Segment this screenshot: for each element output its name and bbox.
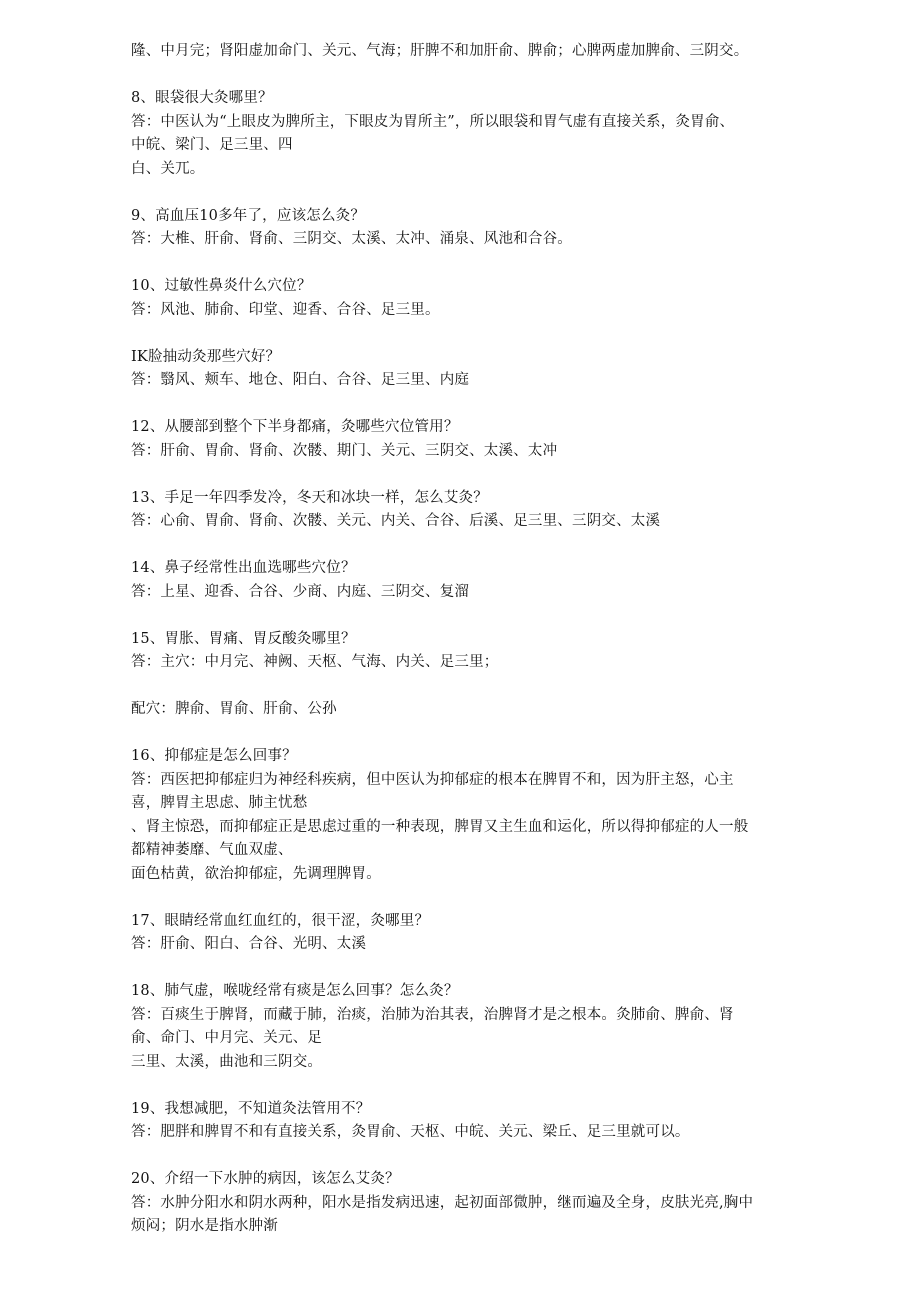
text-line: 答：翳风、颊车、地仓、阳白、合谷、足三里、内庭: [131, 372, 470, 388]
text-line: 16、抑郁症是怎么回事？: [131, 748, 297, 764]
paragraph-gap: [131, 181, 795, 205]
paragraph-gap: [131, 322, 795, 346]
text-line: 8、眼袋很大灸哪里？: [131, 90, 273, 106]
text-line: 答：百痰生于脾肾，而藏于肺，治痰，治肺为治其表，治脾肾才是之根本。灸肺俞、脾俞、肾: [131, 1006, 734, 1023]
text-line: 12、从腰部到整个下半身都痛，灸哪些穴位管用？: [131, 419, 459, 435]
text-line: 、肾主惊恐，而抑郁症正是思虑过重的一种表现，脾胃又主生血和运化，所以得抑郁症的人一般: [131, 818, 749, 835]
text-line: 答：肝俞、胃俞、肾俞、次髅、期门、关元、三阴交、太溪、太冲: [131, 442, 558, 459]
text-line: 20、介绍一下水肿的病因，该怎么艾灸？: [131, 1171, 400, 1187]
paragraph-gap: [131, 957, 795, 981]
text-line: 烦闷；阴水是指水肿渐: [131, 1218, 278, 1234]
text-line: 面色枯黄，欲治抑郁症，先调理脾胃。: [131, 865, 381, 882]
paragraph-gap: [131, 64, 795, 88]
paragraph-gap: [131, 252, 795, 276]
text-line: 答：上星、迎香、合谷、少商、内庭、三阴交、复溜: [131, 583, 470, 600]
text-line: 答：主穴：中月完、神阙、天枢、气海、内关、足三里；: [131, 654, 499, 670]
text-line: 喜，脾胃主思虑、肺主忧愁: [131, 795, 308, 811]
paragraph-gap: [131, 1145, 795, 1169]
text-line: 答：中医认为“上眼皮为脾所主，下眼皮为胃所主”，所以眼袋和胃气虚有直接关系，灸胃俞、: [131, 113, 735, 130]
document-body: [131, 40, 795, 1239]
text-line: 19、我想减肥，不知道灸法管用不？: [131, 1100, 371, 1117]
text-line: 答：西医把抑郁症归为神经科疾病，但中医认为抑郁症的根本在脾胃不和，因为肝主怒，心主: [131, 771, 734, 788]
text-line: 中皖、梁门、足三里、四: [131, 137, 293, 153]
text-line: 都精神萎靡、气血双虚、: [131, 842, 293, 858]
paragraph-gap: [131, 722, 795, 746]
text-line: 答：风池、肺俞、印堂、迎香、合谷、足三里。: [131, 301, 440, 318]
paragraph-gap: [131, 675, 795, 699]
text-line: 俞、命门、中月完、关元、足: [131, 1030, 323, 1046]
text-line: 隆、中月完；肾阳虚加命门、关元、气海；肝脾不和加肝俞、脾俞；心脾两虚加脾俞、三阴交。: [131, 43, 749, 59]
text-line: 17、眼睛经常血红血红的，很干涩，灸哪里？: [131, 912, 430, 929]
text-line: IK脸抽动灸那些穴好？: [131, 348, 281, 365]
text-line: 答：心俞、胃俞、肾俞、次髅、关元、内关、合谷、后溪、足三里、三阴交、太溪: [131, 513, 661, 529]
text-line: 白、关兀。: [131, 160, 205, 177]
text-line: 配穴：脾俞、胃俞、肝俞、公孙: [131, 701, 337, 717]
text-line: 答：肥胖和脾胃不和有直接关系，灸胃俞、天枢、中皖、关元、梁丘、足三里就可以。: [131, 1124, 690, 1140]
paragraph-gap: [131, 604, 795, 628]
text-line: 15、胃胀、胃痛、胃反酸灸哪里？: [131, 630, 356, 647]
paragraph-gap: [131, 886, 795, 910]
paragraph-gap: [131, 463, 795, 487]
text-line: 14、鼻子经常性出血选哪些穴位？: [131, 560, 356, 576]
text-line: 13、手足一年四季发冷，冬天和冰块一样，怎么艾灸？: [131, 489, 488, 506]
text-line: 答：水肿分阳水和阴水两种，阳水是指发病迅速，起初面部微肿，继而遍及全身，皮肤光亮,胸中: [131, 1194, 754, 1211]
paragraph-gap: [131, 534, 795, 558]
text-line: 18、肺气虚，喉咙经常有痰是怎么回事？怎么灸？: [131, 983, 459, 999]
text-line: 三里、太溪，曲池和三阴交。: [131, 1053, 323, 1070]
text-line: 答：大椎、肝俞、肾俞、三阴交、太溪、太冲、涌泉、风池和合谷。: [131, 231, 572, 247]
paragraph-gap: [131, 1074, 795, 1098]
text-line: 9、高血压10多年了，应该怎么灸？: [131, 207, 366, 224]
text-line: 10、过敏性鼻炎什么穴位？: [131, 278, 312, 294]
paragraph-gap: [131, 393, 795, 417]
text-line: 答：肝俞、阳白、合谷、光明、太溪: [131, 936, 367, 952]
